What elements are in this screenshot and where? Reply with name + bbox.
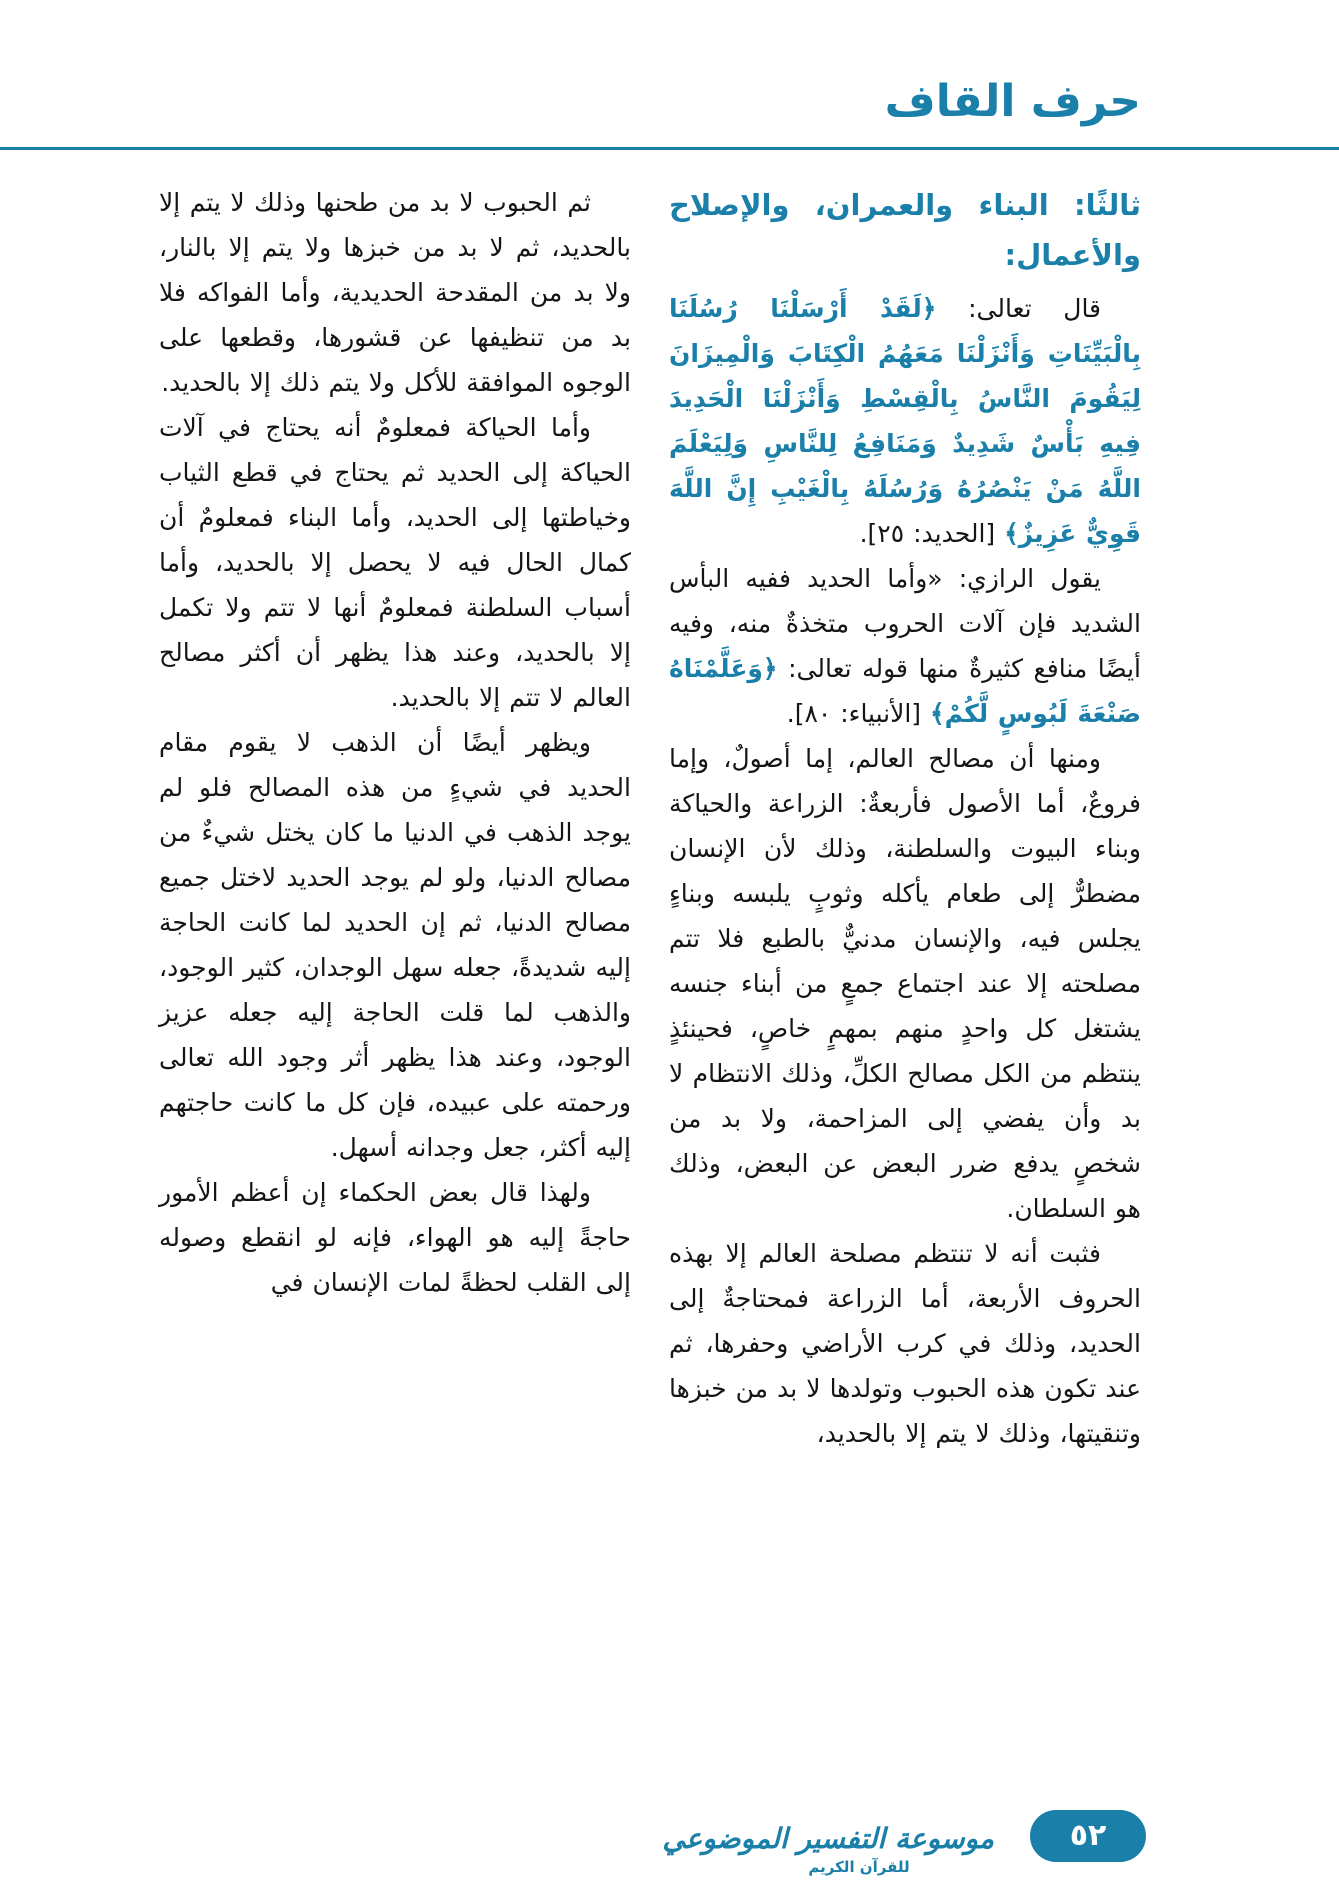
quran-verse: ﴿وَعَلَّمْنَاهُ صَنْعَةَ لَبُوسٍ لَّكُمْ﴾ bbox=[669, 654, 1141, 728]
chapter-title: حرف القاف bbox=[884, 76, 1141, 127]
paragraph bbox=[669, 556, 1141, 736]
paragraph bbox=[669, 1231, 1141, 1456]
text-run: ولهذا قال بعض الحكماء إن أعظم الأمور حاجةً إليه هو الهواء، فإنه لو انقطع وصوله إلى القلب لحظةً لمات الإنسان في bbox=[159, 1178, 631, 1297]
paragraph bbox=[159, 405, 631, 720]
column-left bbox=[159, 180, 631, 1305]
text-run: ثم الحبوب لا بد من طحنها وذلك لا يتم إلا بالحديد، ثم لا بد من خبزها ولا يتم إلا بالنار، ولا بد من المقدحة الحديدية، وأما الفواكه فلا بد من تنظيفها عن قشورها، وقطعها على الوجوه الموافقة للأكل ولا يتم ذلك إلا بالحديد. bbox=[159, 188, 631, 397]
quran-verse: ﴿لَقَدْ أَرْسَلْنَا رُسُلَنَا بِالْبَيِّنَاتِ وَأَنْزَلْنَا مَعَهُمُ الْكِتَابَ وَالْمِيزَانَ لِيَقُومَ النَّاسُ بِالْقِسْطِ وَأَنْزَلْنَا الْحَدِيدَ فِيهِ بَأْسٌ شَدِيدٌ وَمَنَافِعُ لِلنَّاسِ وَلِيَعْلَمَ اللَّهُ مَنْ يَنْصُرُهُ وَرُسُلَهُ بِالْغَيْبِ إِنَّ اللَّهَ قَوِيٌّ عَزِيزٌ﴾ bbox=[669, 294, 1141, 548]
text-run: ومنها أن مصالح العالم، إما أصولٌ، وإما فروعٌ، أما الأصول فأربعةٌ: الزراعة والحياكة وبناء البيوت والسلطنة، وذلك لأن الإنسان مضطرٌّ إلى طعام يأكله وثوبٍ يلبسه وبناءٍ يجلس فيه، والإنسان مدنيٌّ بالطبع فلا تتم مصلحته إلا عند اجتماع جمعٍ من أبناء جنسه يشتغل كل واحدٍ منهم بمهمٍ خاصٍ، فحينئذٍ ينتظم من الكل مصالح الكلِّ، وذلك الانتظام لا بد وأن يفضي إلى المزاحمة، ولا بد من شخصٍ يدفع ضرر البعض عن البعض، وذلك هو السلطان. bbox=[669, 744, 1141, 1223]
verse-reference: [الأنبياء: ٨٠]. bbox=[786, 699, 931, 728]
paragraph bbox=[159, 180, 631, 405]
page-number-badge: ٥٢ bbox=[1030, 1810, 1146, 1862]
text-run: وأما الحياكة فمعلومٌ أنه يحتاج في آلات الحياكة إلى الحديد ثم يحتاج في قطع الثياب وخياطتها إلى الحديد، وأما البناء فمعلومٌ أن كمال الحال فيه لا يحصل إلا بالحديد، وأما أسباب السلطنة فمعلومٌ أنها لا تتم ولا تكمل إلا بالحديد، وعند هذا يظهر أن أكثر مصالح العالم لا تتم إلا بالحديد. bbox=[159, 413, 631, 712]
text-run: فثبت أنه لا تنتظم مصلحة العالم إلا بهذه الحروف الأربعة، أما الزراعة فمحتاجةٌ إلى الحديد، وذلك في كرب الأراضي وحفرها، ثم عند تكون هذه الحبوب وتولدها لا بد من خبزها وتنقيتها، وذلك لا يتم إلا بالحديد، bbox=[669, 1239, 1141, 1448]
section-heading: ثالثًا: البناء والعمران، والإصلاح والأعمال: bbox=[669, 188, 1141, 272]
verse-reference: [الحديد: ٢٥]. bbox=[859, 519, 1005, 548]
publisher-logo-title: موسوعة التفسير الموضوعي bbox=[662, 1822, 994, 1855]
column-right bbox=[669, 180, 1141, 1456]
header-rule bbox=[0, 147, 1339, 150]
paragraph bbox=[159, 1170, 631, 1305]
text-run: يقول الرازي: «وأما الحديد ففيه البأس الشديد فإن آلات الحروب متخذةٌ منه، وفيه أيضًا منافع كثيرةٌ منها قوله تعالى: bbox=[669, 564, 1141, 683]
paragraph bbox=[669, 736, 1141, 1231]
paragraph bbox=[669, 286, 1141, 556]
publisher-logo-subtitle: للقرآن الكريم bbox=[808, 1858, 910, 1876]
text-run: قال تعالى: bbox=[936, 294, 1102, 323]
text-run: ويظهر أيضًا أن الذهب لا يقوم مقام الحديد في شيءٍ من هذه المصالح فلو لم يوجد الذهب في الدنيا ما كان يختل شيءٌ من مصالح الدنيا، ولو لم يوجد الحديد لاختل جميع مصالح الدنيا، ثم إن الحديد لما كانت الحاجة إليه شديدةً، جعله سهل الوجدان، كثير الوجود، والذهب لما قلت الحاجة إليه جعله عزيز الوجود، وعند هذا يظهر أثر وجود الله تعالى ورحمته على عبيده، فإن كل ما كانت حاجتهم إليه أكثر، جعل وجدانه أسهل. bbox=[159, 728, 631, 1162]
publisher-logo bbox=[662, 1821, 994, 1876]
text-columns bbox=[158, 180, 1141, 1456]
paragraph bbox=[159, 720, 631, 1170]
